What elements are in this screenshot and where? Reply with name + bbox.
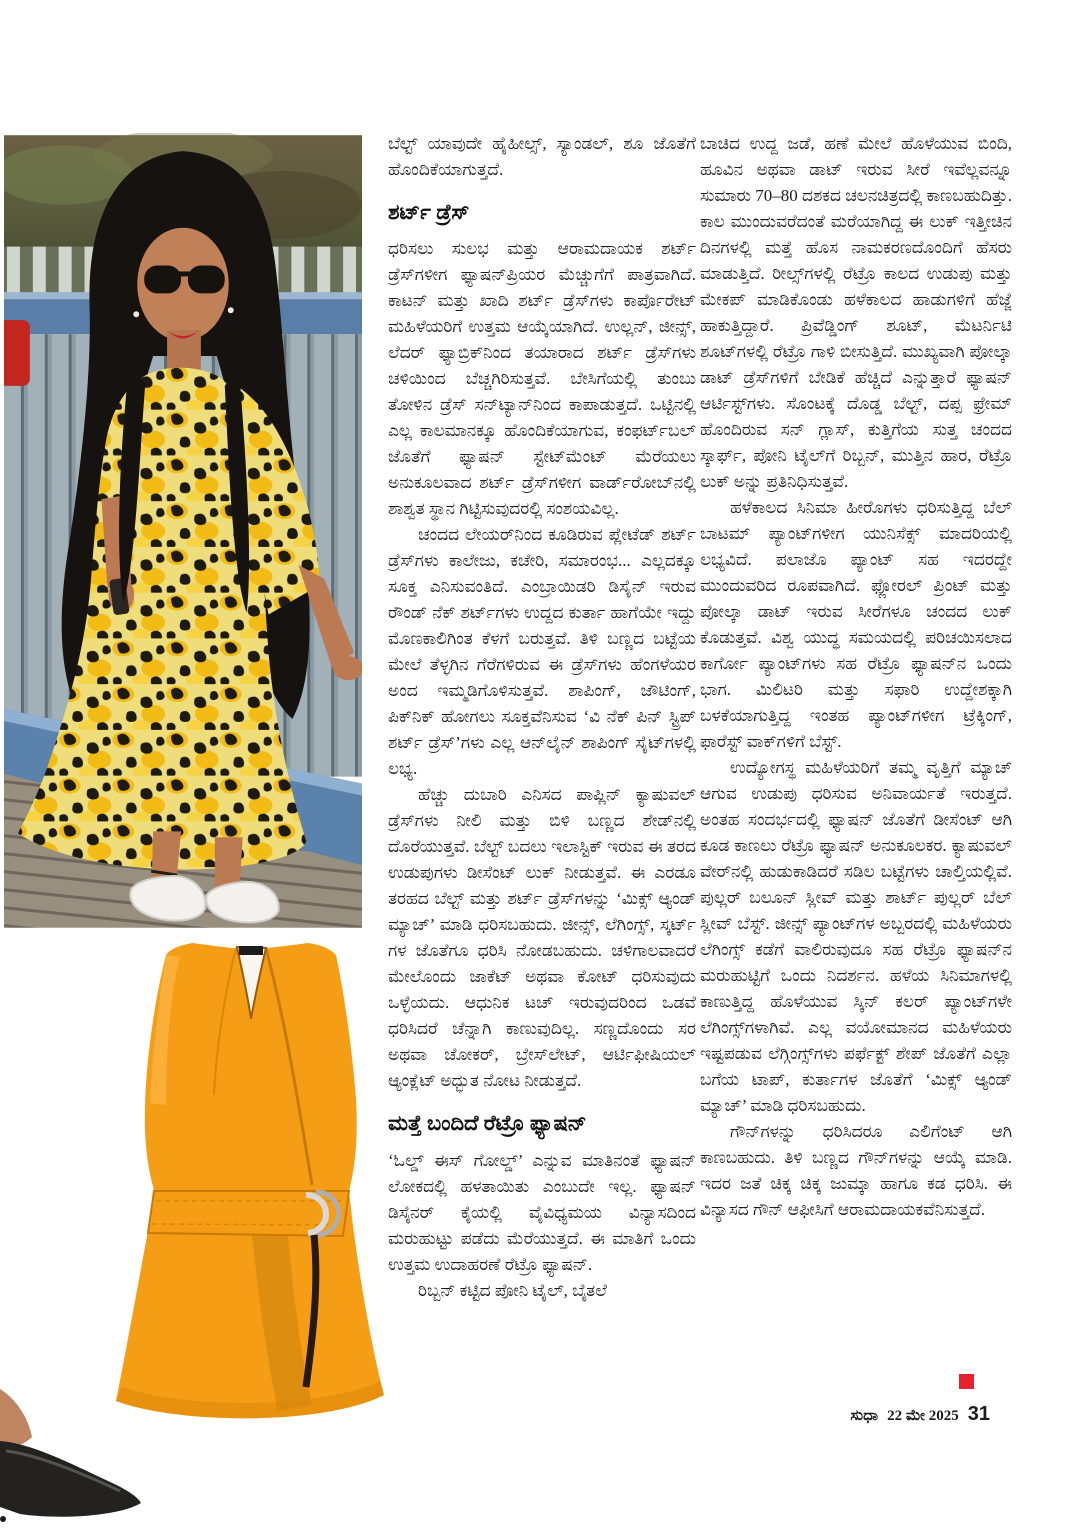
- paragraph: ಉದ್ಯೋಗಸ್ಥ ಮಹಿಳೆಯರಿಗೆ ತಮ್ಮ ವೃತ್ತಿಗೆ ಮ್ಯಾಚ್ ಆಗುವ ಉಡುಪು ಧರಿಸುವ ಅನಿವಾರ್ಯತೆ ಇರುತ್ತದೆ. ಅಂತಹ ಸಂದರ್ಭದಲ್ಲಿ ಫ್ಯಾಷನ್ ಜೊತೆಗೆ ಡೀಸೆಂಟ್ ಆಗಿ ಕೂಡ ಕಾಣಲು ರೆಟ್ರೊ ಫ್ಯಾಷನ್ ಅನುಕೂಲಕರ. ಕ್ಯಾಷುವಲ್ ವೇರ್‌ನಲ್ಲಿ ಹುಡುಕಾಡಿದರೆ ಸಡಿಲ ಬಟ್ಟೆಗಳು ಚಾಲ್ತಿಯಲ್ಲಿವೆ. ಪುಲ್ಲರ್ ಬಲೂನ್ ಸ್ಲೀವ್ ಮತ್ತು ಶಾರ್ಟ್ ಪುಲ್ಲರ್ ಬೆಲ್ ಸ್ಲೀವ್ ಬೆಸ್ಟ್. ಜೀನ್ಸ್ ಪ್ಯಾಂಟ್‌ಗಳ ಅಬ್ಬರದಲ್ಲಿ ಮಹಿಳೆಯರು ಲೆಗಿಂಗ್ಸ್ ಕಡೆಗೆ ವಾಲಿರುವುದೂ ಸಹ ರೆಟ್ರೊ ಫ್ಯಾಷನ್‌ನ ಮರುಹುಟ್ಟಿಗೆ ಒಂದು ನಿದರ್ಶನ. ಹಳೆಯ ಸಿನಿಮಾಗಳಲ್ಲಿ ಕಾಣುತ್ತಿದ್ದ ಹೊಳೆಯುವ ಸ್ಕಿನ್ ಕಲರ್ ಪ್ಯಾಂಟ್‌ಗಳೇ ಲೆಗಿಂಗ್ಸ್‌ಗಳಾಗಿವೆ. ಎಲ್ಲ ವಯೋಮಾನದ ಮಹಿಳೆಯರು ಇಷ್ಟಪಡುವ ಲೆಗ್ಗಿಂಗ್ಸ್‌ಗಳು ಪರ್ಫೆಕ್ಟ್ ಶೇಪ್ ಜೊತೆಗೆ ಎಲ್ಲಾ ಬಗೆಯ ಟಾಪ್, ಕುರ್ತಾಗಳ ಜೊತೆಗೆ ‘ಮಿಕ್ಸ್ ಆ್ಯಂಡ್ ಮ್ಯಾಚ್’ ಮಾಡಿ ಧರಿಸಬಹುದು.: [700, 758, 1012, 1115]
- right-hand: [333, 656, 362, 680]
- leopard-shirt-dress: [18, 368, 306, 870]
- phone: [109, 578, 130, 616]
- right-sneaker: [206, 882, 278, 922]
- hair: [62, 151, 310, 719]
- intro-paragraph: ಬೆಲ್ಟ್ ಯಾವುದೇ ಹೈಹೀಲ್ಸ್, ಸ್ಯಾಂಡಲ್, ಶೂ ಜೊತೆಗೆ ಹೊಂದಿಕೆಯಾಗುತ್ತದೆ.: [388, 134, 696, 179]
- skirt-shadow: [252, 1235, 312, 1411]
- orange-dress-illustration: [100, 933, 400, 1433]
- fence-bottom-rail: [4, 709, 362, 865]
- page-number: 31: [967, 1403, 990, 1425]
- paragraph: ಬಾಚಿದ ಉದ್ದ ಜಡೆ, ಹಣೆ ಮೇಲೆ ಹೊಳೆಯುವ ಬಿಂದಿ, ಹೂವಿನ ಅಥವಾ ಡಾಟ್ ಇರುವ ಸೀರೆ ಇವೆಲ್ಲವನ್ನೂ ಸುಮಾರು 70–80 ದಶಕದ ಚಲನಚಿತ್ರದಲ್ಲಿ ಕಾಣಬಹುದಿತ್ತು. ಕಾಲ ಮುಂದುವರೆದಂತೆ ಮರೆಯಾಗಿದ್ದ ಈ ಲುಕ್ ಇತ್ತೀಚಿನ ದಿನಗಳಲ್ಲಿ ಮತ್ತೆ ಹೊಸ ನಾಮಕರಣದೊಂದಿಗೆ ಹೆಸರು ಮಾಡುತ್ತಿದೆ. ರೀಲ್ಸ್‌ಗಳಲ್ಲಿ ರೆಟ್ರೊ ಕಾಲದ ಉಡುಪು ಮತ್ತು ಮೇಕಪ್ ಮಾಡಿಕೊಂಡು ಹಳೆಕಾಲದ ಹಾಡುಗಳಿಗೆ ಹೆಜ್ಜೆ ಹಾಕುತ್ತಿದ್ದಾರೆ. ಪ್ರಿವೆಡ್ಡಿಂಗ್ ಶೂಟ್, ಮೆಟರ್ನಿಟಿ ಶೂಟ್‌ಗಳಲ್ಲಿ ರೆಟ್ರೊ ಗಾಳಿ ಬೀಸುತ್ತಿದೆ. ಮುಖ್ಯವಾಗಿ ಪೋಲ್ಕಾ ಡಾಟ್ ಡ್ರೆಸ್‌ಗಳಿಗೆ ಬೇಡಿಕೆ ಹೆಚ್ಚಿದೆ ಎನ್ನುತ್ತಾರೆ ಫ್ಯಾಷನ್ ಆರ್ಟಿಸ್ಟ್‌ಗಳು. ಸೊಂಟಕ್ಕೆ ದೊಡ್ಡ ಬೆಲ್ಟ್, ದಪ್ಪ ಫ್ರೇಮ್ ಹೊಂದಿರುವ ಸನ್ ಗ್ಲಾಸ್, ಕುತ್ತಿಗೆಯ ಸುತ್ತ ಚಂದದ ಸ್ಕಾರ್ಫ್, ಪೋನಿ ಟೈಲ್‌ಗೆ ರಿಬ್ಬನ್, ಮುತ್ತಿನ ಹಾರ, ರೆಟ್ರೊ ಲುಕ್ ಅನ್ನು ಪ್ರತಿನಿಧಿಸುತ್ತವೆ.: [700, 134, 1012, 491]
- left-forearm: [101, 495, 131, 588]
- ankle: [0, 1389, 32, 1447]
- right-forearm: [298, 565, 354, 668]
- red-lifebuoy-box: [4, 320, 30, 386]
- paragraph: ‘ಓಲ್ಡ್ ಈಸ್ ಗೋಲ್ಡ್’ ಎನ್ನುವ ಮಾತಿನಂತೆ ಫ್ಯಾಷನ್ ಲೋಕದಲ್ಲಿ ಹಳತಾಯಿತು ಎಂಬುದೇ ಇಲ್ಲ. ಫ್ಯಾಷನ್ ಡಿಸೈನರ್ ಕೈಯಲ್ಲಿ ವೈವಿಧ್ಯಮಯ ವಿನ್ಯಾಸದಿಂದ ಮರುಹುಟ್ಟು ಪಡೆದು ಮೆರೆಯುತ್ತದೆ. ಈ ಮಾತಿಗೆ ಒಂದು ಉತ್ತಮ ಉದಾಹರಣೆ ರೆಟ್ರೊ ಫ್ಯಾಷನ್.: [388, 1150, 696, 1274]
- black-flat-shoe: [0, 1441, 141, 1517]
- collar-tag: [239, 946, 263, 955]
- fence-slats: [4, 334, 362, 777]
- hem-shading: [116, 1381, 384, 1418]
- paragraph: ಹೆಚ್ಚು ದುಬಾರಿ ಎನಿಸದ ಪಾಪ್ಲಿನ್ ಕ್ಯಾಷುವಲ್ ಡ್ರೆಸ್‌ಗಳು ನೀಲಿ ಮತ್ತು ಬಿಳಿ ಬಣ್ಣದ ಶೇಡ್‌ನಲ್ಲಿ ದೊರೆಯುತ್ತವೆ. ಬೆಲ್ಟ್ ಬದಲು ಇಲಾಸ್ಟಿಕ್ ಇರುವ ಈ ತರದ ಉಡುಪುಗಳು ಡೀಸೆಂಟ್ ಲುಕ್ ನೀಡುತ್ತವೆ. ಈ ಎರಡೂ ತರಹದ ಬೆಲ್ಟ್ ಮತ್ತು ಶರ್ಟ್ ಡ್ರೆಸ್‌ಗಳನ್ನು ‘ಮಿಕ್ಸ್ ಆ್ಯಂಡ್ ಮ್ಯಾಚ್’ ಮಾಡಿ ಧರಿಸಬಹುದು. ಜೀನ್ಸ್, ಲೆಗಿಂಗ್ಸ್, ಸ್ಕರ್ಟ್ ಗಳ ಜೊತೆಗೂ ಧರಿಸಿ ನೋಡಬಹುದು. ಚಳಿಗಾಲವಾದರೆ ಮೇಲೊಂದು ಜಾಕೆಟ್ ಅಥವಾ ಕೋಟ್ ಧರಿಸುವುದು ಒಳ್ಳೆಯದು. ಆಧುನಿಕ ಟಚ್ ಇರುವುದರಿಂದ ಒಡವೆ ಧರಿಸಿದರೆ ಚೆನ್ನಾಗಿ ಕಾಣುವುದಿಲ್ಲ. ಸಣ್ಣದೊಂದು ಸರ ಅಥವಾ ಚೋಕರ್, ಬ್ರೇಸ್‌ಲೇಟ್, ಆರ್ಟಿಫೀಷಿಯಲ್ ಆ್ಯಂಕ್ಲೆಟ್ ಅದ್ಭುತ ನೋಟ ನೀಡುತ್ತದೆ.: [388, 785, 696, 1091]
- right-leg: [215, 837, 243, 901]
- wrap-seam: [266, 949, 312, 1185]
- article-column-right: [700, 131, 1012, 1223]
- lips: [168, 331, 198, 338]
- belt: [148, 1191, 349, 1236]
- black-flat-shoe-illustration: [0, 1385, 150, 1525]
- fence-top-rail: [4, 292, 362, 334]
- face: [137, 228, 228, 341]
- blurred-trees-background: [4, 135, 362, 252]
- sunglasses-icon: [144, 265, 225, 293]
- pale-fence-posts: [4, 247, 362, 293]
- issue-date: 22 ಮೇ 2025: [887, 1408, 959, 1424]
- page-footer: [720, 1403, 990, 1426]
- corner-shoe-photo: [0, 1385, 150, 1525]
- left-sneaker: [130, 876, 205, 921]
- left-hand: [108, 578, 134, 612]
- anklet: [151, 871, 177, 875]
- model-figure: [18, 151, 362, 922]
- model-photo-illustration: [4, 133, 362, 930]
- boardwalk: [4, 772, 362, 928]
- article-column-middle: [388, 131, 696, 1304]
- section-heading-shirt-dress: ಶರ್ಟ್ ಡ್ರೆಸ್: [388, 200, 470, 224]
- black-tie-strap: [306, 1235, 316, 1387]
- paragraph: ರಿಬ್ಬನ್ ಕಟ್ಟಿದ ಪೋನಿ ಟೈಲ್, ಬೈತಲೆ: [418, 1280, 607, 1300]
- magazine-name: ಸುಧಾ: [850, 1408, 879, 1424]
- right-sleeve: [229, 382, 320, 615]
- wrap-dress-body: [116, 943, 384, 1418]
- paragraph: ಗೌನ್‌ಗಳನ್ನು ಧರಿಸಿದರೂ ಎಲಿಗೆಂಟ್ ಆಗಿ ಕಾಣಬಹುದು. ತಿಳಿ ಬಣ್ಣದ ಗೌನ್‌ಗಳನ್ನು ಆಯ್ಕೆ ಮಾಡಿ. ಇದರ ಜತೆ ಚಿಕ್ಕ ಚಿಕ್ಕ ಜುಮ್ಕಾ ಹಾಗೂ ಕಡ ಧರಿಸಿ. ಈ ವಿನ್ಯಾಸದ ಗೌನ್ ಆಫೀಸಿಗೆ ಆರಾಮದಾಯಕವೆನಿಸುತ್ತದೆ.: [700, 1122, 1012, 1219]
- paragraph: ಧರಿಸಲು ಸುಲಭ ಮತ್ತು ಆರಾಮದಾಯಕ ಶರ್ಟ್ ಡ್ರೆಸ್‌ಗಳೀಗ ಫ್ಯಾಷನ್‌ಪ್ರಿಯರ ಮೆಚ್ಚುಗೆಗೆ ಪಾತ್ರವಾಗಿದೆ. ಕಾಟನ್ ಮತ್ತು ಖಾದಿ ಶರ್ಟ್ ಡ್ರೆಸ್‌ಗಳು ಕಾರ್ಪೊರೇಟ್ ಮಹಿಳೆಯರಿಗೆ ಉತ್ತಮ ಆಯ್ಕೆಯಾಗಿದೆ. ಉಲ್ಲನ್, ಜೀನ್ಸ್, ಲೆದರ್ ಫ್ಯಾಬ್ರಿಕ್‌ನಿಂದ ತಯಾರಾದ ಶರ್ಟ್ ಡ್ರೆಸ್‌ಗಳು ಚಳಿಯಿಂದ ಬೆಚ್ಚಗಿರಿಸುತ್ತವೆ. ಬೇಸಿಗೆಯಲ್ಲಿ ತುಂಬು ತೋಳಿನ ಡ್ರೆಸ್ ಸನ್‌ಟ್ಯಾನ್‌ನಿಂದ ಕಾಪಾಡುತ್ತದೆ. ಒಟ್ಟಿನಲ್ಲಿ ಎಲ್ಲ ಕಾಲಮಾನಕ್ಕೂ ಹೊಂದಿಕೆಯಾಗುವ, ಕಂಫರ್ಟ್‌ಬಲ್ ಜೊತೆಗೆ ಫ್ಯಾಷನ್ ಸ್ಟೇಟ್‌ಮೆಂಟ್ ಮೆರೆಯಲು ಅನುಕೂಲವಾದ ಶರ್ಟ್ ಡ್ರೆಸ್‌ಗಳೀಗ ವಾರ್ಡ್‌ರೋಬ್‌ನಲ್ಲಿ ಶಾಶ್ವತ ಸ್ಥಾನ ಗಿಟ್ಟಿಸುವುದರಲ್ಲಿ ಸಂಶಯವಿಲ್ಲ.: [388, 239, 696, 519]
- neck: [167, 330, 201, 378]
- keyhole-neckline: [237, 947, 266, 1019]
- left-leg: [151, 831, 181, 897]
- orange-dress-photo: [100, 933, 400, 1433]
- section-heading-retro-fashion: ಮತ್ತೆ ಬಂದಿದೆ ರೆಟ್ರೊ ಫ್ಯಾಷನ್: [388, 1111, 587, 1136]
- d-ring-buckle: [306, 1192, 339, 1235]
- paragraph: ಹಳೆಕಾಲದ ಸಿನಿಮಾ ಹೀರೊಗಳು ಧರಿಸುತ್ತಿದ್ದ ಬೆಲ್ ಬಾಟಮ್ ಪ್ಯಾಂಟ್‌ಗಳೀಗ ಯುನಿಸೆಕ್ಸ್ ಮಾದರಿಯಲ್ಲಿ ಲಭ್ಯವಿದೆ. ಪಲಾಜೊ ಪ್ಯಾಂಟ್ ಸಹ ಇದರದ್ದೇ ಮುಂದುವರಿದ ರೂಪವಾಗಿದೆ. ಫ್ಲೋರಲ್ ಪ್ರಿಂಟ್ ಮತ್ತು ಪೋಲ್ಕಾ ಡಾಟ್ ಇರುವ ಸೀರೆಗಳೂ ಚಂದದ ಲುಕ್ ಕೊಡುತ್ತವೆ. ವಿಶ್ವ ಯುದ್ಧ ಸಮಯದಲ್ಲಿ ಪರಿಚಯಿಸಲಾದ ಕಾರ್ಗೋ ಪ್ಯಾಂಟ್‌ಗಳು ಸಹ ರೆಟ್ರೊ ಫ್ಯಾಷನ್‌ನ ಒಂದು ಭಾಗ. ಮಿಲಿಟರಿ ಮತ್ತು ಸಫಾರಿ ಉದ್ದೇಶಕ್ಕಾಗಿ ಬಳಕೆಯಾಗುತ್ತಿದ್ದ ಇಂತಹ ಪ್ಯಾಂಟ್‌ಗಳೀಗ ಟ್ರೆಕ್ಕಿಂಗ್, ಫಾರೆಸ್ಟ್ ವಾಕ್‌ಗಳಿಗೆ ಬೆಸ್ಟ್.: [700, 498, 1012, 751]
- article-end-mark: [959, 1374, 974, 1389]
- paragraph: ಚಂದದ ಲೇಯರ್‌ನಿಂದ ಕೂಡಿರುವ ಪ್ಲೇಟೆಡ್ ಶರ್ಟ್ ಡ್ರೆಸ್‌ಗಳು ಕಾಲೇಜು, ಕಚೇರಿ, ಸಮಾರಂಭ... ಎಲ್ಲದಕ್ಕೂ ಸೂಕ್ತ ಎನಿಸುವಂತಿದೆ. ಎಂಬ್ರಾಯಿಡರಿ ಡಿಸೈನ್ ಇರುವ ರೌಂಡ್ ನೆಕ್ ಶರ್ಟ್‌ಗಳು ಉದ್ದದ ಕುರ್ತಾ ಹಾಗೆಯೇ ಇದ್ದು ಮೊಣಕಾಲಿಗಿಂತ ಕೆಳಗೆ ಬರುತ್ತವೆ. ತಿಳಿ ಬಣ್ಣದ ಬಟ್ಟೆಯ ಮೇಲೆ ತೆಳ್ಳಗಿನ ಗೆರೆಗಳಿರುವ ಈ ಡ್ರೆಸ್‌ಗಳು ಹೆಂಗಳೆಯರ ಅಂದ ಇಮ್ಮಡಿಗೊಳಿಸುತ್ತವೆ. ಶಾಪಿಂಗ್, ಜೌಟಿಂಗ್, ಪಿಕ್‌ನಿಕ್ ಹೋಗಲು ಸೂಕ್ತವೆನಿಸುವ ‘ವಿ ನೆಕ್ ಪಿನ್ ಸ್ಟ್ರಿಪ್ ಶರ್ಟ್ ಡ್ರೆಸ್’ಗಳು ಎಲ್ಲ ಆನ್‌ಲೈನ್ ಶಾಪಿಂಗ್ ಸೈಟ್‌ಗಳಲ್ಲಿ ಲಭ್ಯ.: [388, 525, 696, 779]
- model-photo: [4, 133, 362, 930]
